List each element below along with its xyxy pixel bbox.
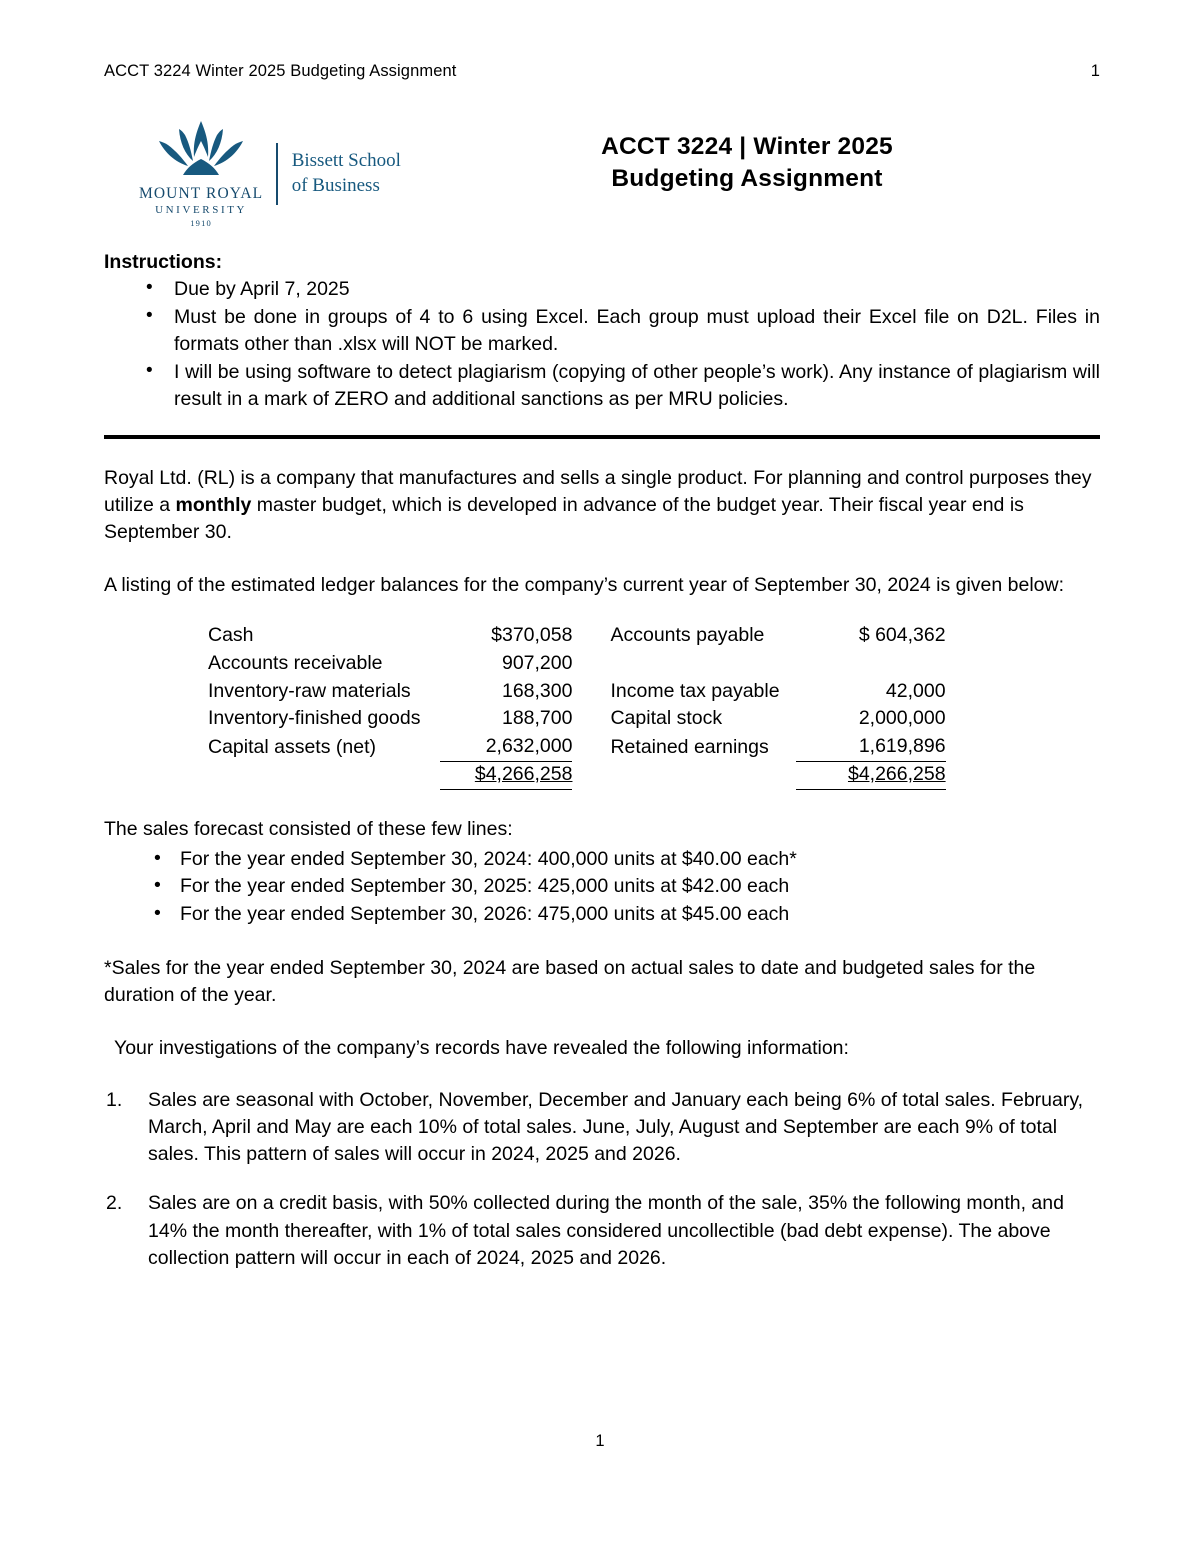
intro-p1-part-a: Royal Ltd. (RL) is a company that manufactures and sells a single product. For planning and control purposes they utilize a	[104, 466, 1092, 516]
list-item: • Due by April 7, 2025	[144, 276, 1100, 303]
ledger-balances-table	[208, 622, 946, 791]
title-line-1: ACCT 3224 | Winter 2025	[601, 133, 893, 160]
ledger-label-2: Income tax payable	[610, 679, 780, 702]
ledger-label: Cash	[208, 623, 254, 646]
title-line-2: Budgeting Assignment	[611, 165, 883, 193]
logo-school-line1: Bissett School	[291, 150, 401, 172]
list-item: • Must be done in groups of 4 to 6 using Excel. Each group must upload their Excel file on D2L. Files in formats other than .xlsx will NOT be marked.	[144, 304, 1100, 358]
ledger-total-2: $4,266,258	[796, 762, 946, 790]
notes-list	[104, 1087, 1100, 1273]
list-item: • For the year ended September 30, 2026: 475,000 units at $45.00 each	[152, 901, 1100, 929]
investigations-paragraph: Your investigations of the company’s records have revealed the following information:	[114, 1037, 849, 1060]
logo-school-line2: of Business	[291, 174, 380, 196]
list-item: • For the year ended September 30, 2025: 425,000 units at $42.00 each	[152, 873, 1100, 901]
ledger-label-2	[610, 650, 795, 678]
footer	[0, 1432, 1200, 1451]
mru-crown-icon	[139, 119, 263, 181]
forecast-footnote: *Sales for the year ended September 30, 2024 are based on actual sales to date and budgeted sales for the duration of the year.	[104, 956, 1036, 1006]
ledger-amount-2	[796, 650, 946, 678]
logo-university-name: MOUNT ROYAL	[139, 185, 264, 202]
running-title: ACCT 3224 Winter 2025 Budgeting Assignment	[104, 62, 457, 80]
ledger-amount: 168,300	[501, 679, 573, 702]
ledger-label: Capital assets (net)	[208, 735, 376, 758]
table-row	[208, 650, 946, 678]
table-row	[208, 622, 946, 650]
list-item: Sales are on a credit basis, with 50% collected during the month of the sale, 35% the following month, and 14% the month thereafter, with 1% of total sales considered uncollectible (bad debt expense). The above collection pattern will occur in each of 2024, 2025 and 2026.	[148, 1192, 1064, 1269]
forecast-lead: The sales forecast consisted of these few lines:	[104, 818, 513, 841]
ledger-label: Accounts receivable	[208, 651, 383, 674]
table-row	[208, 705, 946, 733]
ledger-amount-2: 42,000	[885, 679, 946, 702]
university-logo	[104, 119, 454, 228]
ledger-label-2: Capital stock	[610, 707, 723, 730]
instructions-list	[104, 276, 1100, 413]
logo-university-sub: UNIVERSITY	[155, 204, 248, 216]
list-item: • I will be using software to detect plagiarism (copying of other people’s work). Any instance of plagiarism will result in a mark of ZERO and additional sanctions as per MRU policies.	[144, 359, 1100, 413]
section-divider	[104, 435, 1100, 439]
logo-school-name	[292, 149, 401, 198]
list-item: • For the year ended September 30, 2024: 400,000 units at $40.00 each*	[152, 846, 1100, 874]
ledger-label: Inventory-finished goods	[208, 707, 421, 730]
table-row-total	[208, 762, 946, 790]
page-title	[454, 119, 1100, 196]
ledger-amount: $370,058	[491, 623, 573, 646]
intro-p1-part-b: master budget, which is developed in advance of the budget year. Their fiscal year end is September 30.	[104, 493, 1024, 544]
ledger-amount: 188,700	[501, 707, 573, 730]
ledger-label-2: Accounts payable	[610, 623, 765, 646]
forecast-list	[104, 846, 1100, 929]
intro-paragraph-2: A listing of the estimated ledger balances for the company’s current year of September 30, 2024 is given below:	[104, 574, 1065, 597]
ledger-label: Inventory-raw materials	[208, 679, 411, 702]
table-row	[208, 733, 946, 761]
footer-page-number: 1	[595, 1432, 605, 1450]
ledger-amount-2: $ 604,362	[858, 623, 946, 646]
ledger-amount: 2,632,000	[440, 733, 572, 761]
table-row	[208, 678, 946, 706]
list-item: Sales are seasonal with October, November, December and January each being 6% of total sales. February, March, April and May are each 10% of total sales. June, July, August and September are each 9% of total sales. This pattern of sales will occur in 2024, 2025 and 2026.	[148, 1088, 1084, 1166]
ledger-amount-2: 2,000,000	[858, 707, 946, 730]
header-page-number: 1	[1090, 62, 1100, 80]
ledger-label-2: Retained earnings	[610, 735, 769, 758]
masthead	[104, 119, 1100, 237]
intro-paragraph-1	[104, 465, 1100, 547]
page-content	[104, 62, 1100, 1294]
instructions-heading: Instructions:	[104, 251, 223, 273]
running-header	[104, 62, 1100, 81]
ledger-total: $4,266,258	[440, 762, 572, 790]
logo-divider	[276, 143, 278, 205]
ledger-amount-2: 1,619,896	[796, 733, 946, 761]
intro-p1-bold: monthly	[175, 493, 252, 516]
ledger-amount: 907,200	[501, 651, 573, 674]
logo-year: 1910	[190, 218, 212, 228]
